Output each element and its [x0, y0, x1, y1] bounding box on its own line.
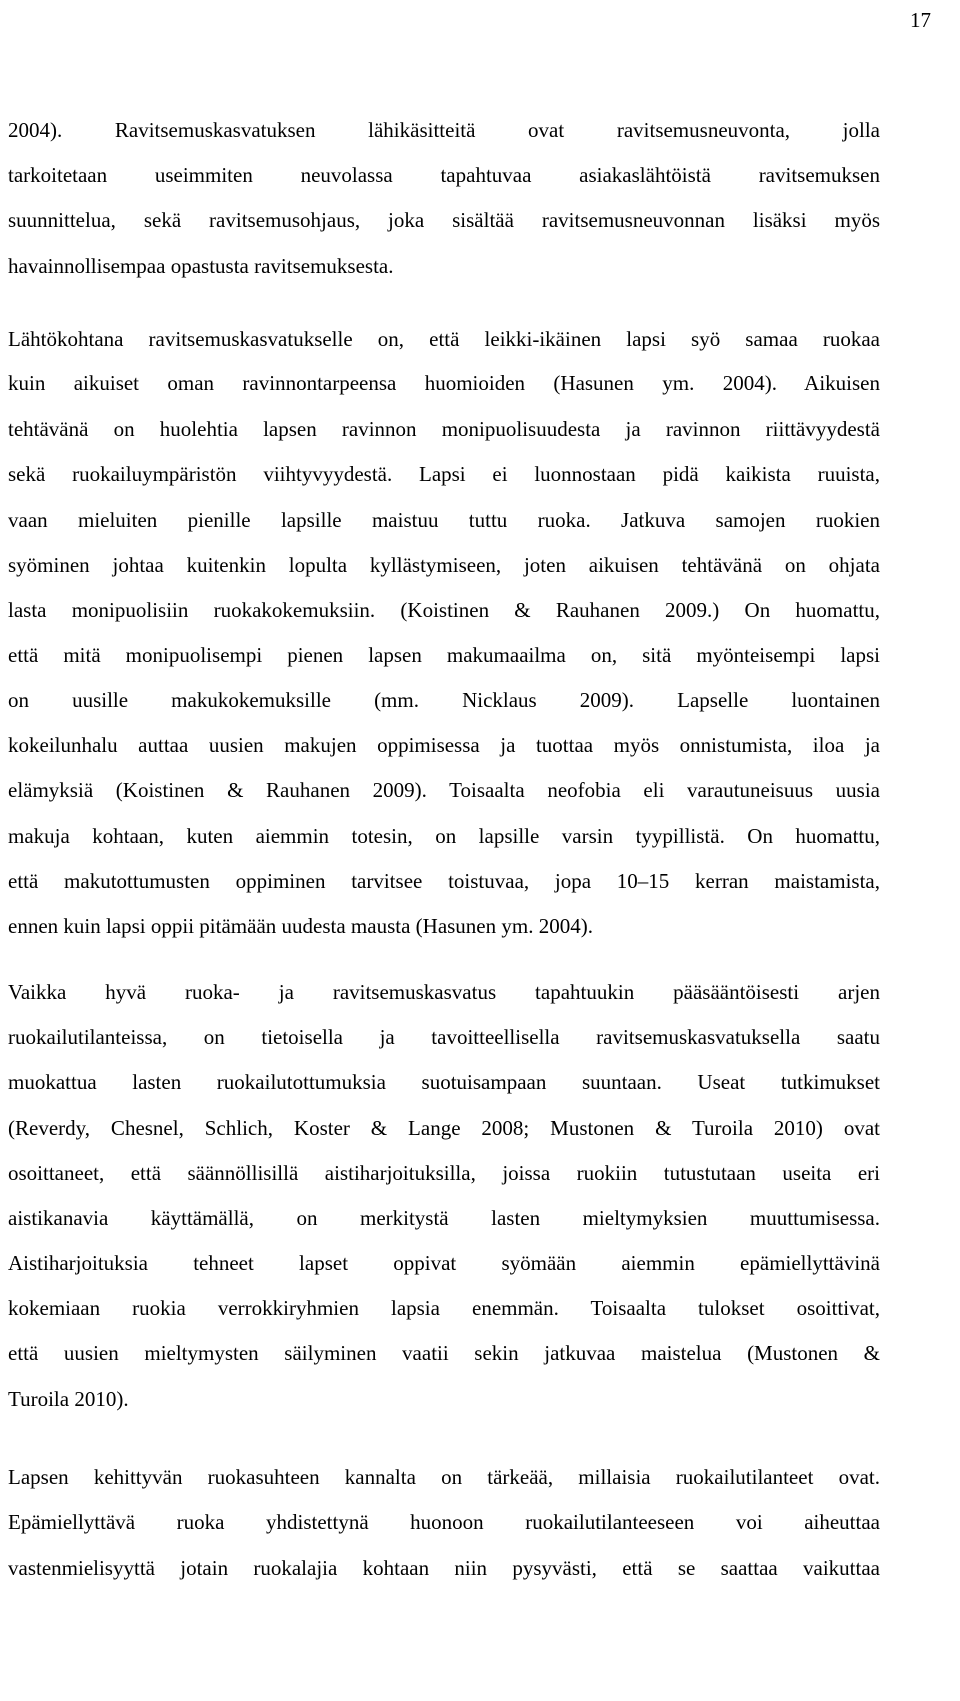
text-line: Lapsen kehittyvän ruokasuhteen kannalta on tärkeää, millaisia ruokailutilanteet ovat. — [8, 1465, 880, 1489]
text-line: havainnollisempaa opastusta ravitsemuksesta. — [8, 254, 394, 278]
text-line: kuin aikuiset oman ravinnontarpeensa huomioiden (Hasunen ym. 2004). Aikuisen — [8, 371, 880, 395]
text-line: ennen kuin lapsi oppii pitämään uudesta mausta (Hasunen ym. 2004). — [8, 914, 593, 938]
text-line: on uusille makukokemuksille (mm. Nicklaus 2009). Lapselle luontainen — [8, 688, 880, 712]
text-line: aistikanavia käyttämällä, on merkitystä lasten mieltymyksien muuttumisessa. — [8, 1206, 880, 1230]
text-line: tarkoitetaan useimmiten neuvolassa tapahtuvaa asiakaslähtöistä ravitsemuksen — [8, 163, 880, 187]
text-line: elämyksiä (Koistinen & Rauhanen 2009). Toisaalta neofobia eli varautuneisuus uusia — [8, 778, 880, 802]
text-line: suunnittelua, sekä ravitsemusohjaus, joka sisältää ravitsemusneuvonnan lisäksi myös — [8, 208, 880, 232]
text-line: Turoila 2010). — [8, 1387, 129, 1411]
text-line: sekä ruokailuympäristön viihtyvyydestä. Lapsi ei luonnostaan pidä kaikista ruuista, — [8, 462, 880, 486]
text-line: vaan mieluiten pienille lapsille maistuu tuttu ruoka. Jatkuva samojen ruokien — [8, 508, 880, 532]
text-line: muokattua lasten ruokailutottumuksia suotuisampaan suuntaan. Useat tutkimukset — [8, 1070, 880, 1094]
text-line: Epämiellyttävä ruoka yhdistettynä huonoon ruokailutilanteeseen voi aiheuttaa — [8, 1510, 880, 1534]
text-line: kokemiaan ruokia verrokkiryhmien lapsia enemmän. Toisaalta tulokset osoittivat, — [8, 1296, 880, 1320]
text-line: syöminen johtaa kuitenkin lopulta kyllästymiseen, joten aikuisen tehtävänä on ohjata — [8, 553, 880, 577]
text-line: tehtävänä on huolehtia lapsen ravinnon monipuolisuudesta ja ravinnon riittävyydestä — [8, 417, 880, 441]
text-line: makuja kohtaan, kuten aiemmin totesin, on lapsille varsin tyypillistä. On huomattu, — [8, 824, 880, 848]
page-number: 17 — [910, 8, 931, 32]
text-line: että mitä monipuolisempi pienen lapsen makumaailma on, sitä myönteisempi lapsi — [8, 643, 880, 667]
text-line: kokeilunhalu auttaa uusien makujen oppimisessa ja tuottaa myös onnistumista, iloa ja — [8, 733, 880, 757]
text-line: (Reverdy, Chesnel, Schlich, Koster & Lange 2008; Mustonen & Turoila 2010) ovat — [8, 1116, 880, 1140]
text-line: ruokailutilanteissa, on tietoisella ja tavoitteellisella ravitsemuskasvatuksella saatu — [8, 1025, 880, 1049]
text-line: Lähtökohtana ravitsemuskasvatukselle on, että leikki-ikäinen lapsi syö samaa ruokaa — [8, 327, 880, 351]
text-line: vastenmielisyyttä jotain ruokalajia kohtaan niin pysyvästi, että se saattaa vaikuttaa — [8, 1556, 880, 1580]
text-line: Vaikka hyvä ruoka- ja ravitsemuskasvatus tapahtuukin pääsääntöisesti arjen — [8, 980, 880, 1004]
text-line: Aistiharjoituksia tehneet lapset oppivat syömään aiemmin epämiellyttävinä — [8, 1251, 880, 1275]
text-line: että uusien mieltymysten säilyminen vaatii sekin jatkuvaa maistelua (Mustonen & — [8, 1341, 880, 1365]
text-line: 2004). Ravitsemuskasvatuksen lähikäsitteitä ovat ravitsemusneuvonta, jolla — [8, 118, 880, 142]
text-line: osoittaneet, että säännöllisillä aistiharjoituksilla, joissa ruokiin tutustutaan useita eri — [8, 1161, 880, 1185]
text-line: lasta monipuolisiin ruokakokemuksiin. (Koistinen & Rauhanen 2009.) On huomattu, — [8, 598, 880, 622]
text-line: että makutottumusten oppiminen tarvitsee toistuvaa, jopa 10–15 kerran maistamista, — [8, 869, 880, 893]
